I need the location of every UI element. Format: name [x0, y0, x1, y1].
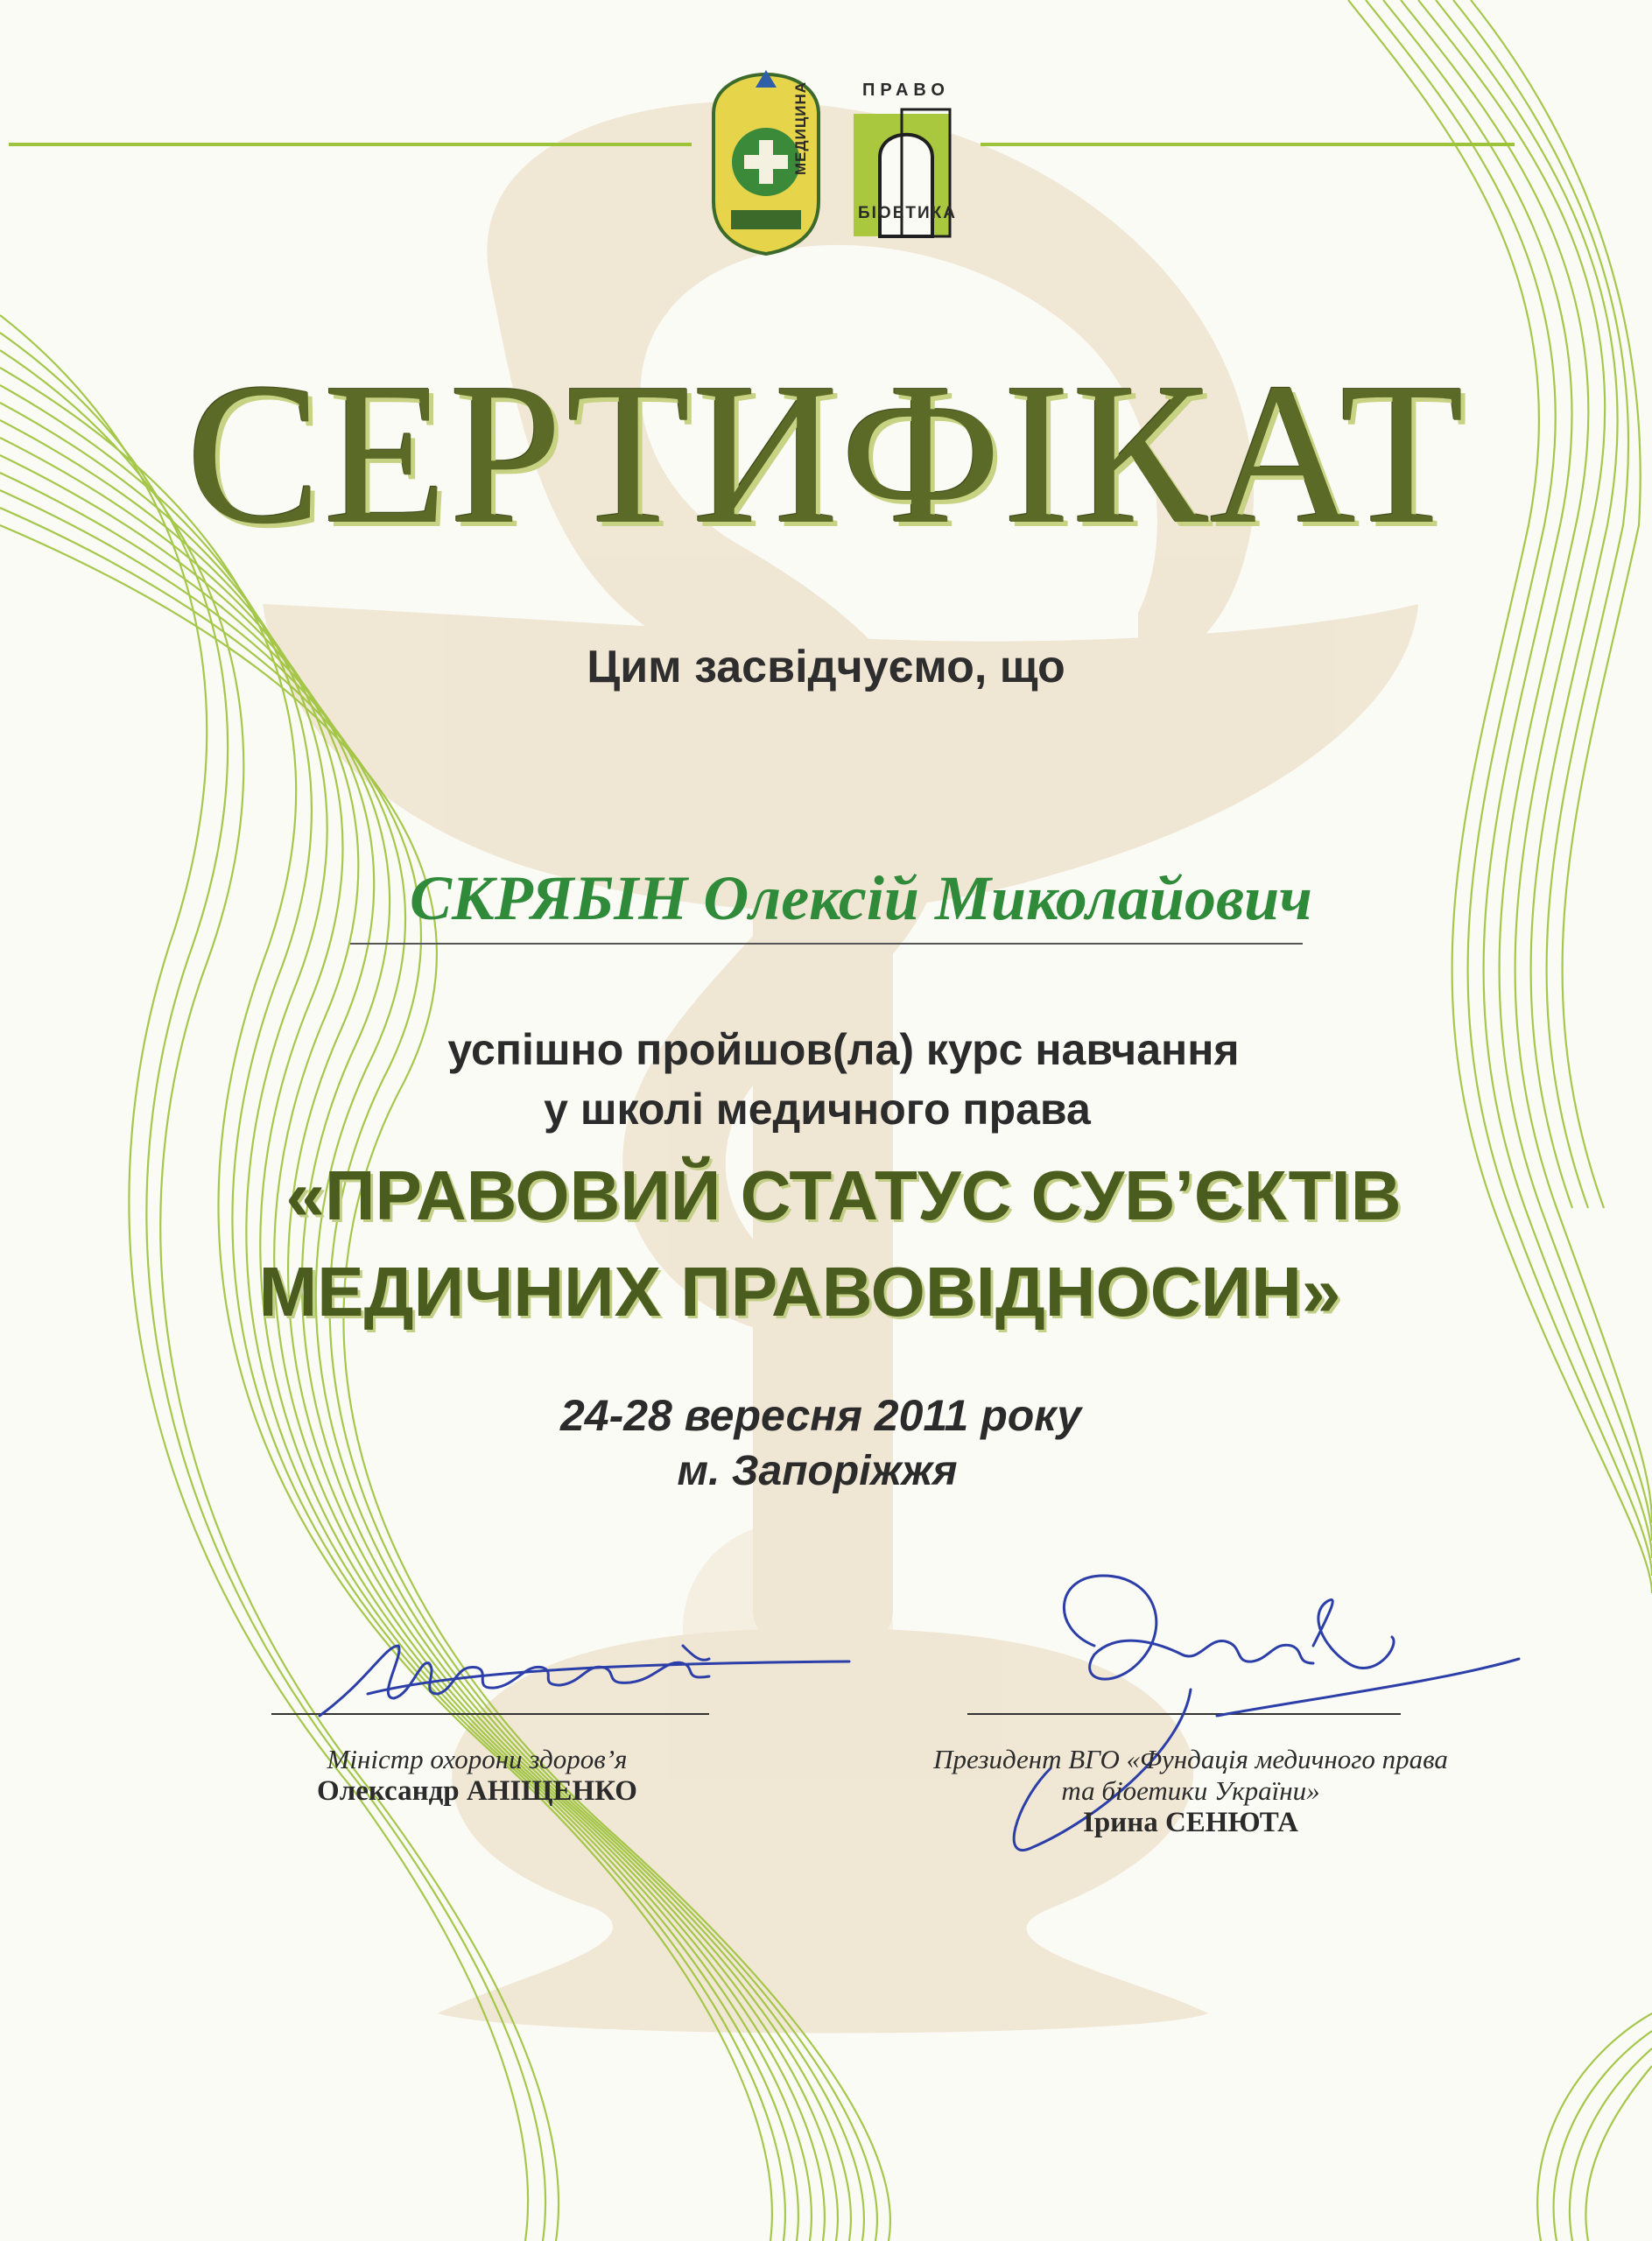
course-dates: 24-28 вересня 2011 року — [559, 1391, 1082, 1440]
logo-text-top: ПРАВО — [862, 81, 950, 100]
signatory-name-right: Ірина СЕНЮТА — [1082, 1807, 1299, 1838]
signatory-position-left: Міністр охорони здоров’я — [327, 1744, 628, 1774]
completion-line-2: у школі медичного права — [544, 1085, 1091, 1134]
course-title-line-1: «ПРАВОВИЙ СТАТУС СУБ’ЄКТІВ — [285, 1156, 1402, 1234]
logo-text-side: МЕДИЦИНА — [792, 81, 809, 175]
certificate-intro: Цим засвідчуємо, що — [587, 642, 1065, 692]
signature-block-right — [867, 1744, 1515, 1839]
recipient-name: СКРЯБІН Олексій Миколайович — [410, 863, 1312, 933]
signatory-name-left: Олександр АНІЩЕНКО — [317, 1775, 637, 1807]
signature-block-left — [263, 1744, 692, 1808]
signatory-position-right-line-1: Президент ВГО «Фундація медичного права — [933, 1744, 1448, 1774]
signatory-position-right-line-2: та біоетики України» — [1061, 1775, 1320, 1806]
course-city: м. Запоріжжя — [677, 1448, 958, 1494]
completion-line-1: успішно пройшов(ла) курс навчання — [447, 1025, 1240, 1074]
course-title-line-2: МЕДИЧНИХ ПРАВОВІДНОСИН» — [258, 1253, 1341, 1331]
logo-text-bottom: БІОЕТИКА — [858, 204, 957, 222]
certificate-title: СЕРТИФІКАТ — [186, 341, 1466, 566]
